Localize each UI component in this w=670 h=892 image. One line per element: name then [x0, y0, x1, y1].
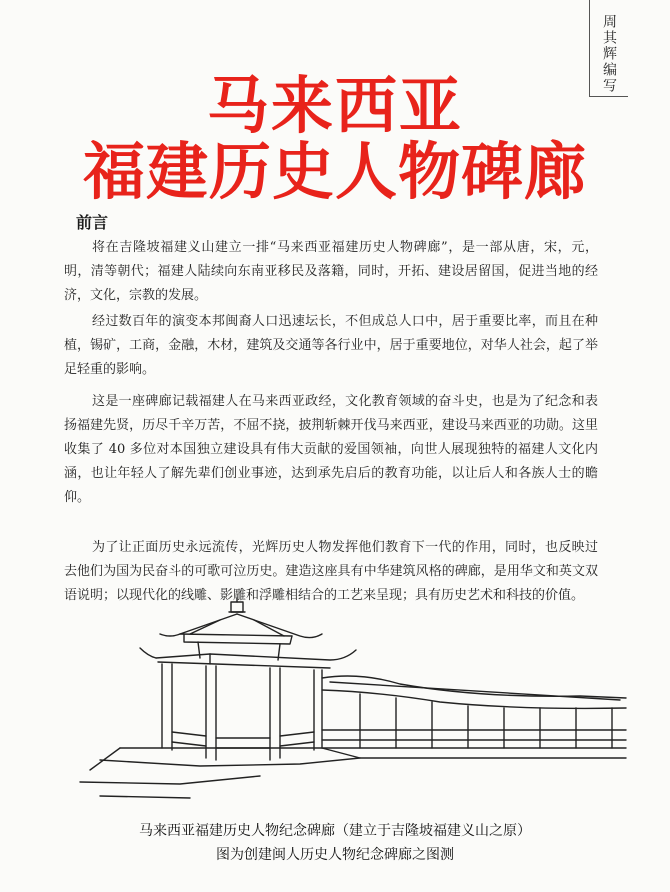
- stone-base-steps-icon: [80, 748, 626, 798]
- title-line-2: 福建历史人物碑廊: [82, 135, 587, 208]
- pavilion-roof-icon: [140, 614, 356, 668]
- preface-paragraph-1: 将在吉隆坡福建义山建立一排“马来西亚福建历史人物碑廊”，是一部从唐，宋，元，明，清等朝代；福建人陆续向东南亚移民及落籍，同时，开拓、建设居留国，促进当地的经济，文化，宗教的发展。: [64, 240, 598, 303]
- preface-paragraph-2: 经过数百年的演变本邦闽裔人口迅速坛长，不但成总人口中，居于重要比率，而且在种植，锡矿，工商，金融，木材，建筑及交通等各行业中，居于重要地位，对华人社会，起了举足轻重的影响。: [64, 314, 598, 377]
- pavilion-corridor-drawing: [60, 598, 630, 808]
- pavilion-finial-icon: [229, 598, 245, 612]
- preface-heading: 前言: [76, 213, 109, 232]
- author-label: 周其辉编写: [601, 14, 617, 94]
- preface-paragraph-4: 为了让正面历史永远流传，光辉历史人物发挥他们教育下一代的作用，同时，也反映过去他们为国为民奋斗的可歌可泣历史。建造这座具有中华建筑风格的碑廊，是用华文和英文双语说明；以现代化的线雕、影雕和浮雕相结合的工艺来呈现；具有历史艺术和科技的价值。: [64, 540, 598, 603]
- preface-paragraph-3: 这是一座碑廊记载福建人在马来西亚政经，文化教育领域的奋斗史，也是为了纪念和表扬福建先贤，历尽千辛万苦，不屈不挠，披荆斩棘开伐马来西亚，建设马来西亚的功勋。这里收集了 40 多位对本国独立建设具有伟大贡献的爱国领袖，向世人展现独特的福建人文化内涵，也让年轻人了解先辈们创业事迹，达到承先启后的教育功能，以让后人和各族人士的瞻仰。: [64, 394, 598, 505]
- caption-line-2: 图为创建闽人历史人物纪念碑廊之图测: [216, 847, 454, 863]
- corridor-columns-icon: [322, 694, 626, 748]
- pavilion-columns-icon: [162, 664, 322, 760]
- corridor-roof-icon: [322, 676, 626, 708]
- caption-line-1: 马来西亚福建历史人物纪念碑廊（建立于吉隆坡福建义山之原）: [139, 823, 531, 839]
- title-line-1: 马来西亚: [206, 69, 463, 142]
